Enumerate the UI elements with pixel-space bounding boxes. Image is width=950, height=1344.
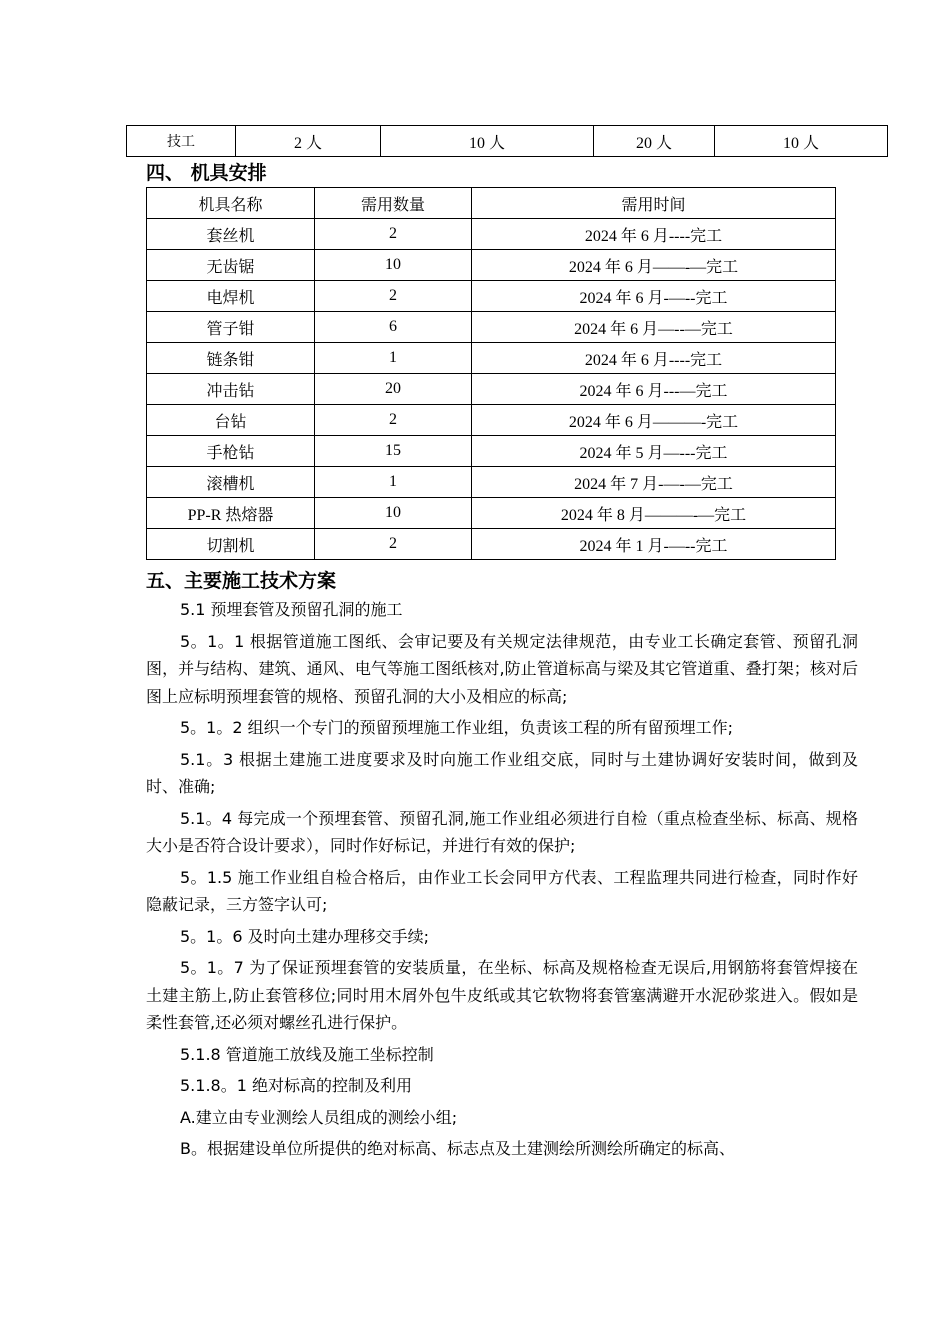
tool-quantity: 2 xyxy=(315,281,472,312)
section-heading: 五、主要施工技术方案 xyxy=(146,570,337,592)
table-row xyxy=(147,343,836,374)
tool-name: 套丝机 xyxy=(147,219,315,250)
tool-name: PP-R 热熔器 xyxy=(147,498,315,529)
labor-table xyxy=(126,125,888,157)
tool-time: 2024 年 6 月---—完工 xyxy=(472,374,836,405)
tool-quantity: 15 xyxy=(315,436,472,467)
tool-quantity: 2 xyxy=(315,405,472,436)
table-cell: 10 人 xyxy=(715,126,888,157)
paragraph: 5。1。2 组织一个专门的预留预埋施工作业组，负责该工程的所有留预埋工作; xyxy=(180,718,734,737)
table-row xyxy=(147,374,836,405)
column-header: 需用数量 xyxy=(315,188,472,219)
table-cell: 2 人 xyxy=(236,126,381,157)
table-row xyxy=(147,529,836,560)
tool-quantity: 1 xyxy=(315,467,472,498)
tool-name: 无齿锯 xyxy=(147,250,315,281)
tool-quantity: 20 xyxy=(315,374,472,405)
table-row xyxy=(147,250,836,281)
table-row xyxy=(147,219,836,250)
paragraph: A.建立由专业测绘人员组成的测绘小组; xyxy=(180,1107,458,1127)
paragraph: 5.1 预埋套管及预留孔洞的施工 xyxy=(180,600,403,619)
tool-time: 2024 年 8 月———-—完工 xyxy=(472,498,836,529)
tool-name: 切割机 xyxy=(147,529,315,560)
table-row xyxy=(147,405,836,436)
tool-name: 冲击钻 xyxy=(147,374,315,405)
tool-time: 2024 年 6 月———-完工 xyxy=(472,405,836,436)
tool-quantity: 6 xyxy=(315,312,472,343)
tool-quantity: 10 xyxy=(315,250,472,281)
column-header: 机具名称 xyxy=(147,188,315,219)
table-row xyxy=(147,312,836,343)
tool-time: 2024 年 6 月-—--完工 xyxy=(472,281,836,312)
table-cell: 20 人 xyxy=(594,126,715,157)
paragraph: B。根据建设单位所提供的绝对标高、标志点及土建测绘所测绘所确定的标高、 xyxy=(180,1139,735,1158)
paragraph: 5.1。4 每完成一个预埋套管、预留孔洞,施工作业组必须进行自检（重点检查坐标、标高、规格大小是否符合设计要求），同时作好标记，并进行有效的保护; xyxy=(146,808,858,855)
tool-name: 电焊机 xyxy=(147,281,315,312)
table-row xyxy=(147,281,836,312)
paragraph: 5.1.8 管道施工放线及施工坐标控制 xyxy=(180,1044,434,1064)
table-header-row xyxy=(147,188,836,219)
tool-name: 台钻 xyxy=(147,405,315,436)
section-heading: 四、 机具安排 xyxy=(146,162,267,184)
tool-time: 2024 年 7 月-—-—完工 xyxy=(472,467,836,498)
tool-name: 手枪钻 xyxy=(147,436,315,467)
table-row xyxy=(147,498,836,529)
paragraph: 5.1。3 根据土建施工进度要求及时向施工作业组交底，同时与土建协调好安装时间，做到及时、准确; xyxy=(146,749,858,796)
tools-table xyxy=(146,187,836,560)
table-row xyxy=(147,467,836,498)
tool-name: 管子钳 xyxy=(147,312,315,343)
table-cell: 技工 xyxy=(127,126,236,157)
tool-time: 2024 年 6 月----完工 xyxy=(472,219,836,250)
tool-quantity: 2 xyxy=(315,529,472,560)
paragraph: 5。1。6 及时向土建办理移交手续; xyxy=(180,926,430,946)
tool-time: 2024 年 6 月----完工 xyxy=(472,343,836,374)
tool-time: 2024 年 6 月——-—完工 xyxy=(472,250,836,281)
paragraph: 5。1。1 根据管道施工图纸、会审记要及有关规定法律规范，由专业工长确定套管、预留孔洞图，并与结构、建筑、通风、电气等施工图纸核对,防止管道标高与梁及其它管道重、叠打架；核对后图上应标明预埋套管的规格、预留孔洞的大小及相应的标高; xyxy=(146,631,858,706)
paragraph: 5。1.5 施工作业组自检合格后，由作业工长会同甲方代表、工程监理共同进行检查，同时作好隐蔽记录，三方签字认可; xyxy=(146,867,858,914)
tool-time: 2024 年 5 月—---完工 xyxy=(472,436,836,467)
paragraph: 5。1。7 为了保证预埋套管的安装质量，在坐标、标高及规格检查无误后,用钢筋将套管焊接在土建主筋上,防止套管移位;同时用木屑外包牛皮纸或其它软物将套管塞满避开水泥砂浆进入。假如是柔性套管,还必须对螺丝孔进行保护。 xyxy=(146,958,858,1032)
table-row xyxy=(147,436,836,467)
column-header: 需用时间 xyxy=(472,188,836,219)
tool-quantity: 10 xyxy=(315,498,472,529)
tool-quantity: 1 xyxy=(315,343,472,374)
body-text xyxy=(146,596,858,1167)
tool-name: 滚槽机 xyxy=(147,467,315,498)
tool-time: 2024 年 6 月—--—完工 xyxy=(472,312,836,343)
tool-time: 2024 年 1 月-—--完工 xyxy=(472,529,836,560)
paragraph: 5.1.8。1 绝对标高的控制及利用 xyxy=(180,1076,412,1095)
table-cell: 10 人 xyxy=(381,126,594,157)
tool-name: 链条钳 xyxy=(147,343,315,374)
table-row xyxy=(127,126,888,157)
tool-quantity: 2 xyxy=(315,219,472,250)
